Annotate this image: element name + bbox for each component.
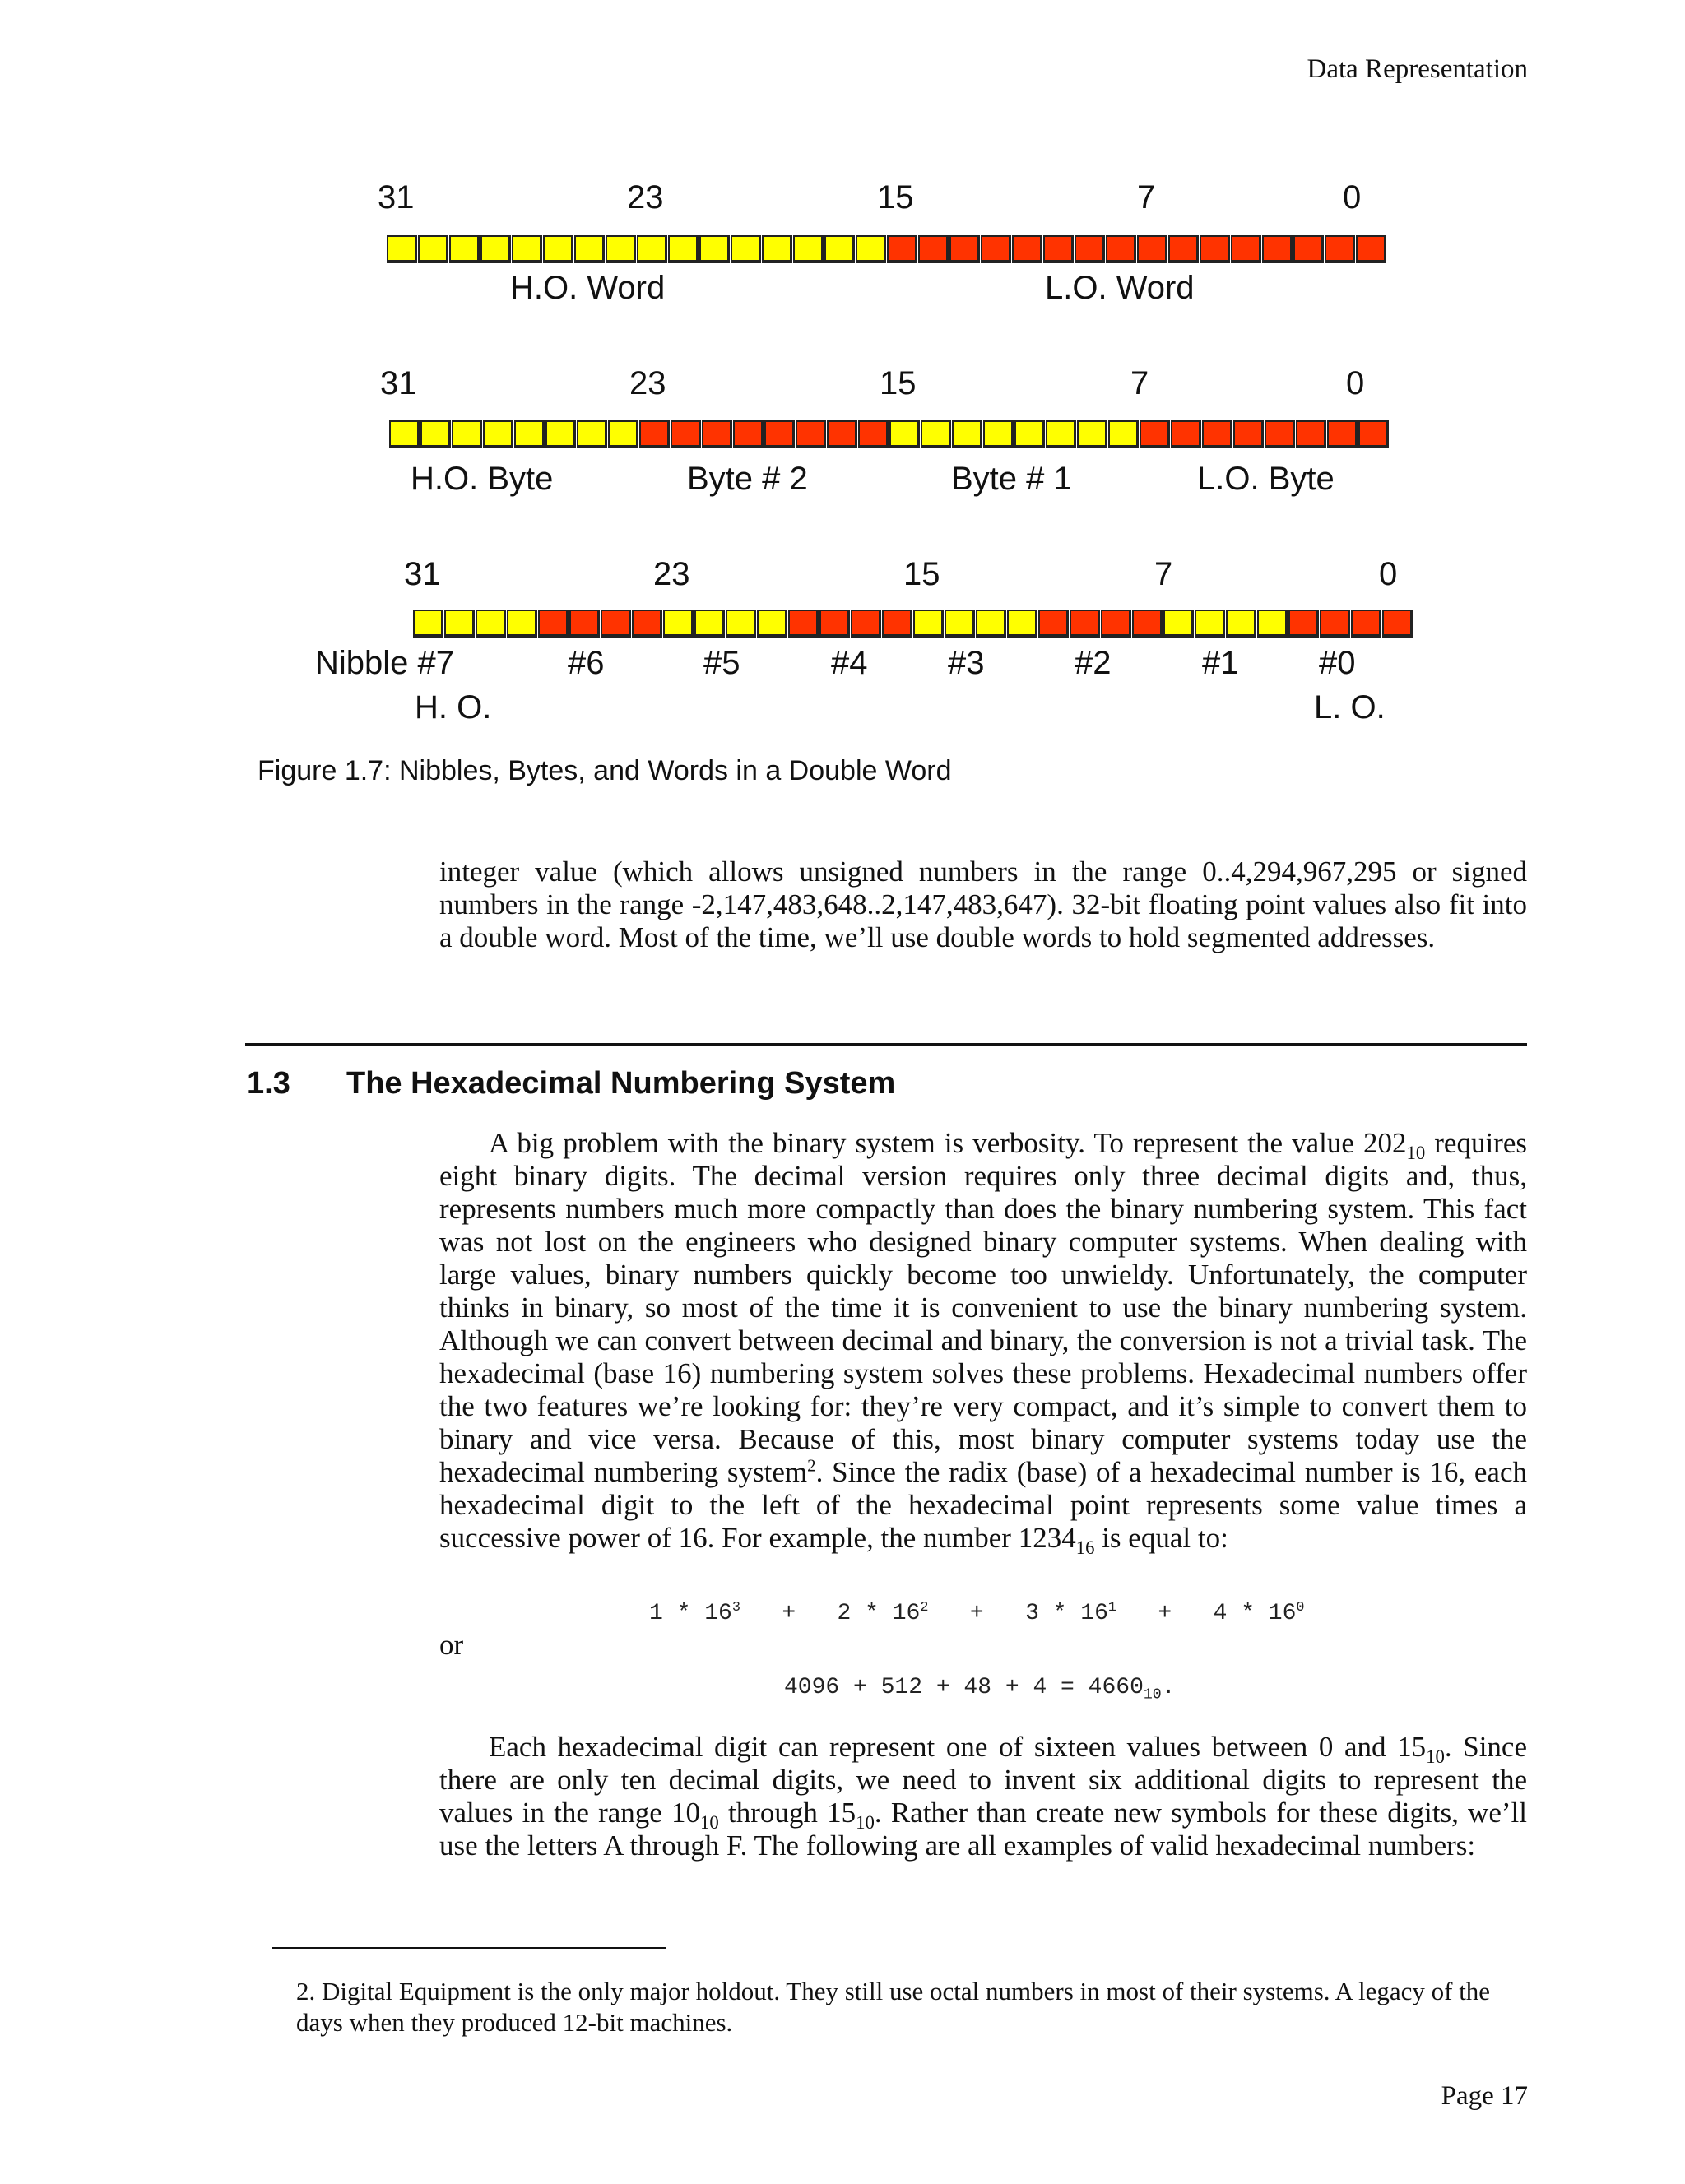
bit-cell-21 (726, 610, 756, 638)
bit-cell-15 (889, 420, 920, 448)
bit-cell-5 (1202, 420, 1232, 448)
bit-cell-20 (731, 235, 761, 263)
or-connector: or (439, 1629, 464, 1661)
bit-cell-10 (1070, 610, 1100, 638)
bit-cell-30 (418, 235, 448, 263)
bit-cell-18 (819, 610, 850, 638)
bit-cell-1 (1351, 610, 1381, 638)
segment-label-byte-1: Byte # 1 (951, 461, 1072, 497)
bit-cell-31 (389, 420, 420, 448)
bit-cell-23 (663, 610, 694, 638)
bit-cell-15 (887, 235, 917, 263)
bit-cell-25 (601, 610, 631, 638)
bit-cell-22 (671, 420, 701, 448)
bit-cell-4 (1257, 610, 1288, 638)
section-number: 1.3 (247, 1066, 290, 1101)
segment-label-lo-byte: L.O. Byte (1197, 461, 1335, 497)
bit-cell-24 (632, 610, 662, 638)
segment-label-lo-word: L.O. Word (1045, 270, 1195, 306)
bit-cell-16 (856, 235, 886, 263)
figure-caption: Figure 1.7: Nibbles, Bytes, and Words in a Double Word (258, 755, 952, 786)
bit-cell-27 (512, 235, 542, 263)
body-paragraph-1: A big problem with the binary system is verbosity. To represent the value $202_{10}$ requires eight binary digits. The decimal version requires only three decimal digits and, thus, represents numbers much more compactly than does the binary numbering system. This fact was not lost on the engineers who designed binary computer systems. When dealing with large values, binary numbers quickly become too unwieldy. Unfortunately, the computer thinks in binary, so most of the time it is convenient to use the binary numbering system. Although we can convert between decimal and binary, the conversion is not a trivial task. The hexadecimal (base 16) numbering system solves these problems. Hexadecimal numbers offer the two features we’re looking for: they’re very compact, and it’s simple to convert them to binary and vice versa. Because of this, most binary computer systems today use the hexadecimal numbering system$^2$. Since the radix (base) of a hexadecimal number is 16, each hexadecimal digit to the left of the hexadecimal point represents some value times a successive power of 16. For example, the number $1234_{16}$ is equal to: (439, 1127, 1527, 1558)
bit-cell-6 (1168, 235, 1199, 263)
bit-cell-7 (1140, 420, 1170, 448)
bit-cell-11 (1038, 610, 1069, 638)
bit-label-15: 15 (880, 365, 917, 401)
bit-label-15: 15 (877, 179, 914, 216)
intro-paragraph: integer value (which allows unsigned numbers in the range 0..4,294,967,295 or signed numbers in the range -2,147,483,648..2,147,483,647). 32-bit floating point values also fit into a double word. Most of the time, we’ll use double words to hold segmented addresses. (439, 856, 1527, 953)
bit-label-7: 7 (1137, 179, 1156, 216)
bit-cell-12 (981, 235, 1011, 263)
bit-cell-24 (606, 235, 636, 263)
bit-cell-17 (827, 420, 857, 448)
bit-cell-3 (1265, 420, 1295, 448)
equation-sum: $4096 + 512 + 48 + 4 = 4660_{10}$. (784, 1675, 1176, 1704)
bit-cell-9 (1101, 610, 1131, 638)
bit-cell-19 (788, 610, 819, 638)
bit-label-31: 31 (380, 365, 417, 401)
footnote-rule (272, 1947, 666, 1949)
bit-cell-22 (694, 610, 725, 638)
bit-cell-9 (1075, 235, 1105, 263)
ho-label: H. O. (415, 689, 492, 726)
bit-cell-29 (476, 610, 506, 638)
bit-cell-21 (702, 420, 732, 448)
segment-label-nibble-6: #6 (568, 645, 605, 681)
bit-cell-15 (913, 610, 944, 638)
bit-cell-26 (543, 235, 573, 263)
bit-cell-29 (449, 235, 480, 263)
segment-label-byte-2: Byte # 2 (687, 461, 808, 497)
bit-cell-0 (1358, 420, 1389, 448)
bit-cell-9 (1077, 420, 1107, 448)
bit-cell-2 (1320, 610, 1350, 638)
segment-label-nibble-4: #4 (831, 645, 868, 681)
segment-label-nibble-5: #5 (703, 645, 740, 681)
bit-label-31: 31 (404, 556, 441, 592)
bit-cell-8 (1106, 235, 1136, 263)
bit-label-7: 7 (1130, 365, 1149, 401)
bit-label-0: 0 (1343, 179, 1362, 216)
bit-cell-12 (983, 420, 1014, 448)
bit-cell-18 (796, 420, 826, 448)
bit-cell-29 (452, 420, 482, 448)
bit-cell-27 (514, 420, 545, 448)
segment-label-nibble-3: #3 (948, 645, 985, 681)
bit-cell-1 (1325, 235, 1355, 263)
bit-label-23: 23 (629, 365, 666, 401)
section-divider (245, 1043, 1527, 1046)
bit-cell-28 (480, 235, 511, 263)
bit-cell-14 (945, 610, 975, 638)
bit-cell-10 (1046, 420, 1076, 448)
bit-cell-28 (507, 610, 537, 638)
bit-cell-31 (387, 235, 417, 263)
bit-cell-24 (608, 420, 638, 448)
bit-cell-23 (639, 420, 670, 448)
nibble-bit-row (413, 610, 1413, 638)
bit-cell-10 (1043, 235, 1074, 263)
bit-cell-5 (1200, 235, 1230, 263)
bit-cell-14 (921, 420, 951, 448)
bit-cell-11 (1012, 235, 1042, 263)
bit-cell-20 (757, 610, 787, 638)
bit-cell-13 (952, 420, 982, 448)
bit-cell-26 (569, 610, 600, 638)
bit-cell-28 (483, 420, 513, 448)
bit-cell-27 (538, 610, 569, 638)
bit-cell-25 (577, 420, 607, 448)
segment-label-ho-byte: H.O. Byte (411, 461, 554, 497)
segment-label-nibble-1: #1 (1202, 645, 1239, 681)
bit-cell-0 (1356, 235, 1386, 263)
byte-bit-row (389, 420, 1390, 448)
bit-cell-18 (793, 235, 824, 263)
bit-cell-3 (1262, 235, 1293, 263)
bit-cell-5 (1226, 610, 1256, 638)
bit-cell-17 (851, 610, 881, 638)
bit-cell-30 (444, 610, 475, 638)
bit-cell-2 (1296, 420, 1326, 448)
section-title: The Hexadecimal Numbering System (346, 1066, 896, 1101)
bit-cell-25 (574, 235, 605, 263)
bit-cell-0 (1382, 610, 1413, 638)
bit-cell-13 (949, 235, 980, 263)
bit-cell-3 (1288, 610, 1319, 638)
footnote: 2. Digital Equipment is the only major holdout. They still use octal numbers in most of their systems. A legacy of the days when they produced 12-bit machines. (296, 1977, 1491, 2037)
bit-cell-6 (1195, 610, 1225, 638)
bit-cell-6 (1171, 420, 1201, 448)
segment-label-nibble-0: #0 (1319, 645, 1356, 681)
bit-label-0: 0 (1379, 556, 1398, 592)
bit-cell-7 (1137, 235, 1167, 263)
bit-cell-12 (1007, 610, 1037, 638)
segment-label-nibble-2: #2 (1075, 645, 1112, 681)
segment-label-nibble-7: Nibble #7 (315, 645, 455, 681)
bit-cell-14 (918, 235, 949, 263)
bit-cell-20 (733, 420, 764, 448)
running-head: Data Representation (1307, 54, 1528, 84)
bit-cell-4 (1233, 420, 1264, 448)
bit-label-0: 0 (1346, 365, 1365, 401)
bit-cell-8 (1132, 610, 1163, 638)
bit-cell-16 (882, 610, 912, 638)
bit-cell-30 (420, 420, 451, 448)
bit-cell-13 (976, 610, 1006, 638)
bit-cell-1 (1327, 420, 1358, 448)
bit-cell-19 (762, 235, 792, 263)
segment-label-ho-word: H.O. Word (510, 270, 666, 306)
bit-cell-21 (699, 235, 730, 263)
bit-label-31: 31 (378, 179, 415, 216)
bit-cell-4 (1231, 235, 1261, 263)
body-paragraph-2: Each hexadecimal digit can represent one of sixteen values between 0 and $15_{10}$. Since there are only ten decimal digits, we need to invent six additional digits to represent the values in the range $10_{10}$ through $15_{10}$. Rather than create new symbols for these digits, we’ll use the letters A through F. The following are all examples of valid hexadecimal numbers: (439, 1731, 1527, 1862)
equation-power-expansion: $1 * 16^3 + 2 * 16^2 + 3 * 16^1 + 4 * 16^0$ (649, 1599, 1305, 1626)
bit-cell-19 (764, 420, 795, 448)
bit-cell-26 (545, 420, 576, 448)
bit-cell-16 (858, 420, 889, 448)
word-bit-row (387, 235, 1387, 263)
bit-label-23: 23 (627, 179, 664, 216)
page-number: Page 17 (1441, 2081, 1528, 2111)
bit-cell-17 (824, 235, 855, 263)
footnote-reference[interactable]: 2 (807, 1455, 816, 1476)
bit-label-15: 15 (903, 556, 940, 592)
bit-label-23: 23 (653, 556, 690, 592)
bit-cell-22 (668, 235, 699, 263)
bit-cell-2 (1293, 235, 1324, 263)
bit-cell-23 (637, 235, 667, 263)
bit-cell-31 (413, 610, 443, 638)
lo-label: L. O. (1314, 689, 1386, 726)
bit-label-7: 7 (1154, 556, 1173, 592)
bit-cell-7 (1163, 610, 1194, 638)
bit-cell-8 (1108, 420, 1139, 448)
bit-cell-11 (1014, 420, 1045, 448)
